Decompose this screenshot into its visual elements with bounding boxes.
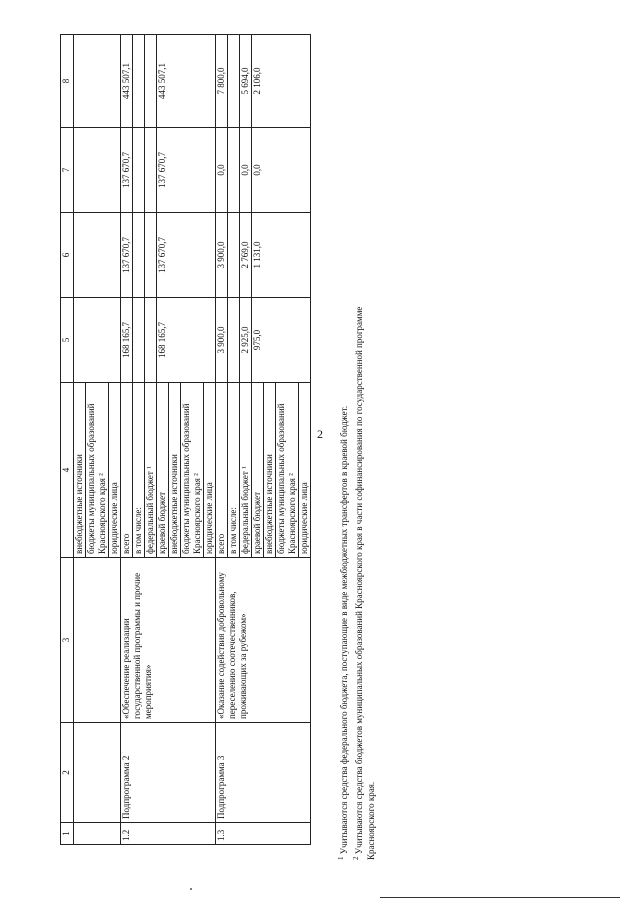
source-item: всего bbox=[121, 383, 133, 557]
row-name: Подпрограмма 2 bbox=[121, 723, 216, 823]
source-item: всего bbox=[216, 383, 228, 557]
value-cell bbox=[133, 298, 145, 382]
source-item: юридические лица bbox=[109, 482, 119, 554]
row-title: «Оказание содействия добровольному переселению соотечественников, проживающих за рубежом» bbox=[216, 558, 311, 723]
value-cell bbox=[228, 298, 240, 382]
cell-empty bbox=[74, 823, 121, 845]
source-item: бюджеты муниципальных образований Красноярского края ² bbox=[276, 383, 299, 557]
source-item: внебюджетные источники bbox=[169, 383, 181, 557]
value-cell: 2 769,0 bbox=[240, 213, 252, 297]
value-cell: 975,0 bbox=[252, 329, 262, 351]
value-cell: 443 507,1 bbox=[157, 63, 167, 99]
financing-table bbox=[60, 34, 311, 845]
row-number: 1.2 bbox=[121, 823, 216, 845]
col-header-7: 7 bbox=[61, 128, 74, 213]
source-item: бюджеты муниципальных образований Красноярского края ² bbox=[86, 383, 109, 557]
value-cell: 2 106,0 bbox=[252, 67, 262, 95]
col-header-5: 5 bbox=[61, 298, 74, 383]
value-cell bbox=[228, 128, 240, 212]
value-cell bbox=[133, 35, 145, 127]
header-row bbox=[61, 35, 74, 845]
value-cell bbox=[145, 128, 157, 212]
source-item: федеральный бюджет ¹ bbox=[145, 383, 157, 557]
footnote-2-text: Учитываются средства бюджетов муниципальных образований Красноярского края в части софинансирования по государственной программе Красноярского края. bbox=[354, 306, 376, 860]
value-cell: 168 165,7 bbox=[121, 298, 133, 382]
value-col-7 bbox=[121, 128, 216, 213]
source-list bbox=[121, 383, 216, 558]
value-col-5 bbox=[121, 298, 216, 383]
value-cell bbox=[133, 128, 145, 212]
col-header-8: 8 bbox=[61, 35, 74, 128]
cell-empty bbox=[74, 128, 121, 213]
source-list bbox=[216, 383, 311, 558]
value-cell bbox=[145, 298, 157, 382]
value-cell: 3 900,0 bbox=[216, 298, 228, 382]
value-col-6 bbox=[121, 213, 216, 298]
source-item: краевой бюджет bbox=[157, 383, 169, 557]
source-item: внебюджетные источники bbox=[74, 383, 86, 557]
cell-empty bbox=[74, 723, 121, 823]
row-title: «Обеспечение реализации государственной программы и прочие мероприятия» bbox=[121, 558, 216, 723]
cell-empty bbox=[74, 35, 121, 128]
scan-dot bbox=[190, 888, 192, 890]
value-cell: 168 165,7 bbox=[157, 322, 167, 358]
value-col-8 bbox=[121, 35, 216, 128]
footnote-1-text: Учитываются средства федерального бюджета, поступающие в виде межбюджетных трансфертов в краевой бюджет. bbox=[339, 405, 349, 855]
page-number: 2 bbox=[317, 427, 323, 441]
row-name: Подпрограмма 3 bbox=[216, 723, 311, 823]
col-header-4: 4 bbox=[61, 383, 74, 558]
col-header-3: 3 bbox=[61, 558, 74, 723]
rotated-table-container bbox=[60, 35, 325, 845]
source-item: внебюджетные источники bbox=[264, 383, 276, 557]
source-list bbox=[74, 383, 121, 558]
value-cell bbox=[133, 213, 145, 297]
value-cell bbox=[228, 35, 240, 127]
value-cell: 0,0 bbox=[240, 128, 252, 212]
value-cell: 137 670,7 bbox=[157, 152, 167, 188]
value-col-5 bbox=[216, 298, 311, 383]
col-header-2: 2 bbox=[61, 723, 74, 823]
value-cell: 0,0 bbox=[216, 128, 228, 212]
col-header-6: 6 bbox=[61, 213, 74, 298]
value-cell: 3 900,0 bbox=[216, 213, 228, 297]
value-cell bbox=[145, 213, 157, 297]
source-item: бюджеты муниципальных образований Красноярского края ² bbox=[181, 383, 204, 557]
value-col-8 bbox=[216, 35, 311, 128]
value-cell: 2 925,0 bbox=[240, 298, 252, 382]
cell-empty bbox=[74, 558, 121, 723]
footnotes bbox=[335, 300, 377, 860]
value-cell: 0,0 bbox=[252, 164, 262, 176]
footnote-1: $^1$ Учитываются средства федерального бюджета, поступающие в виде межбюджетных трансфертов в краевой бюджет. bbox=[337, 405, 349, 860]
value-cell: 443 507,1 bbox=[121, 35, 133, 127]
source-item: в том числе: bbox=[133, 383, 145, 557]
row-number: 1.3 bbox=[216, 823, 311, 845]
value-cell bbox=[145, 35, 157, 127]
value-cell: 5 694,0 bbox=[240, 35, 252, 127]
value-cell: 137 670,7 bbox=[121, 213, 133, 297]
value-cell: 7 800,0 bbox=[216, 35, 228, 127]
value-cell: 137 670,7 bbox=[121, 128, 133, 212]
source-item: юридические лица bbox=[299, 482, 309, 554]
source-item: в том числе: bbox=[228, 383, 240, 557]
cell-empty bbox=[74, 298, 121, 383]
footnote-2: $^2$ Учитываются средства бюджетов муниципальных образований Красноярского края в части софинансирования по государственной программе Красноярского края. bbox=[352, 306, 376, 860]
source-item: юридические лица bbox=[204, 482, 214, 554]
table-row-continued bbox=[74, 35, 121, 845]
value-col-7 bbox=[216, 128, 311, 213]
value-cell: 137 670,7 bbox=[157, 237, 167, 273]
value-col-6 bbox=[216, 213, 311, 298]
source-item: федеральный бюджет ¹ bbox=[240, 383, 252, 557]
bottom-rule bbox=[380, 897, 620, 898]
col-header-1: 1 bbox=[61, 823, 74, 845]
cell-empty bbox=[74, 213, 121, 298]
value-cell: 1 131,0 bbox=[252, 241, 262, 269]
value-cell bbox=[228, 213, 240, 297]
table-row bbox=[121, 35, 216, 845]
source-item: краевой бюджет bbox=[252, 383, 264, 557]
table-row bbox=[216, 35, 311, 845]
